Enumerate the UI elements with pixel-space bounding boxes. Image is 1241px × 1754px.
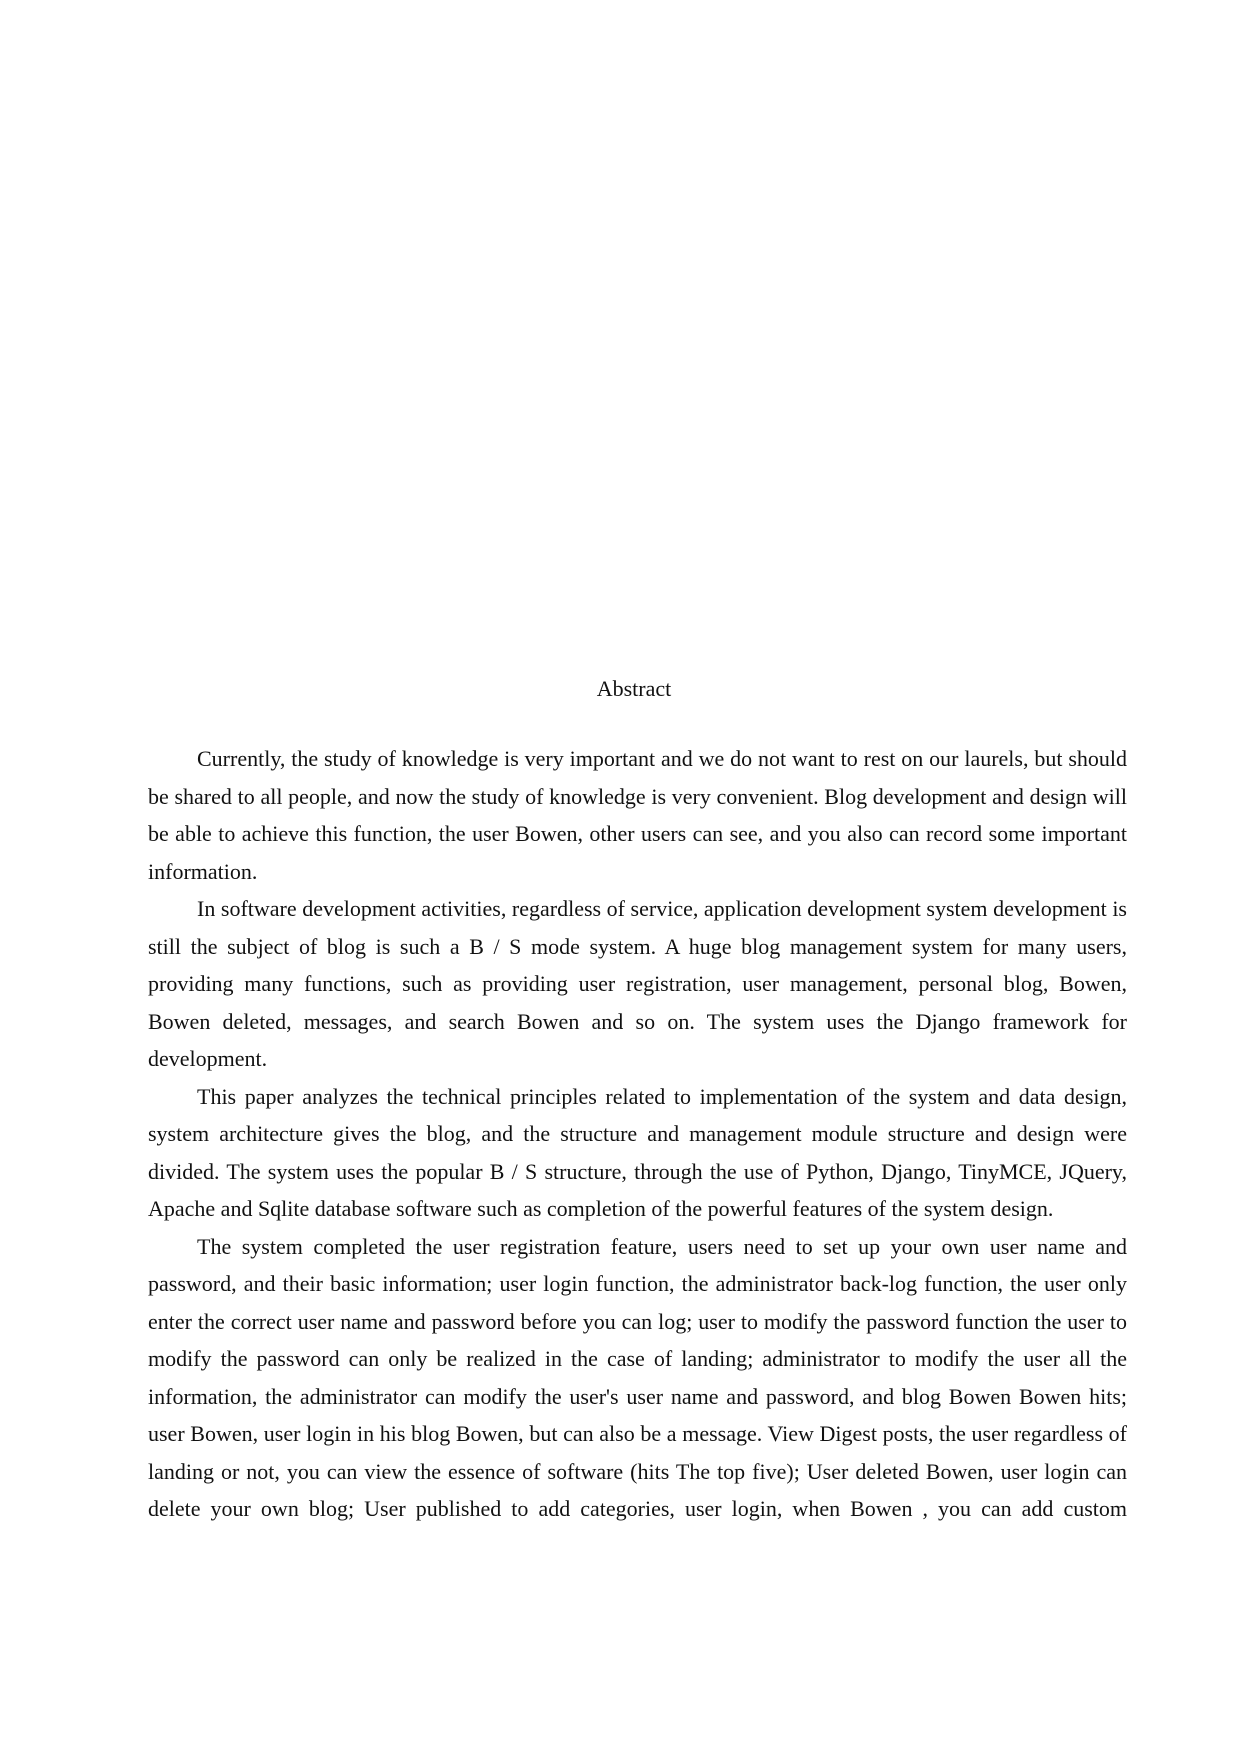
paragraph: The system completed the user registration feature, users need to set up your own user name and password, and their basic information; user login function, the administrator back-log function, the user only enter the correct user name and password before you can log; user to modify the password function the user to modify the password can only be realized in the case of landing; administrator to modify the user all the information, the administrator can modify the user's user name and password, and blog Bowen Bowen hits; user Bowen, user login in his blog Bowen, but can also be a message. View Digest posts, the user regardless of landing or not, you can view the essence of software (hits The top five); User deleted Bowen, user login can delete your own blog; User published to add categories, user login, when Bowen , you can add custom: [148, 1233, 1127, 1521]
paragraph: In software development activities, regardless of service, application development system development is still the subject of blog is such a B / S mode system. A huge blog management system for many users, providing many functions, such as providing user registration, user management, personal blog, Bowen, Bowen deleted, messages, and search Bowen and so on. The system uses the Django framework for development.: [148, 896, 1127, 1071]
paragraph: This paper analyzes the technical principles related to implementation of the system and data design, system architecture gives the blog, and the structure and management module structure and design were divided. The system uses the popular B / S structure, through the use of Python, Django, TinyMCE, JQuery, Apache and Sqlite database software such as completion of the powerful features of the system design.: [148, 1083, 1127, 1221]
abstract-heading: Abstract: [596, 676, 672, 701]
paragraph: Currently, the study of knowledge is very important and we do not want to rest on our laurels, but should be shared to all people, and now the study of knowledge is very convenient. Blog development and design will be able to achieve this function, the user Bowen, other users can see, and you also can record some important information.: [148, 746, 1127, 884]
abstract-body: [148, 740, 1127, 1528]
